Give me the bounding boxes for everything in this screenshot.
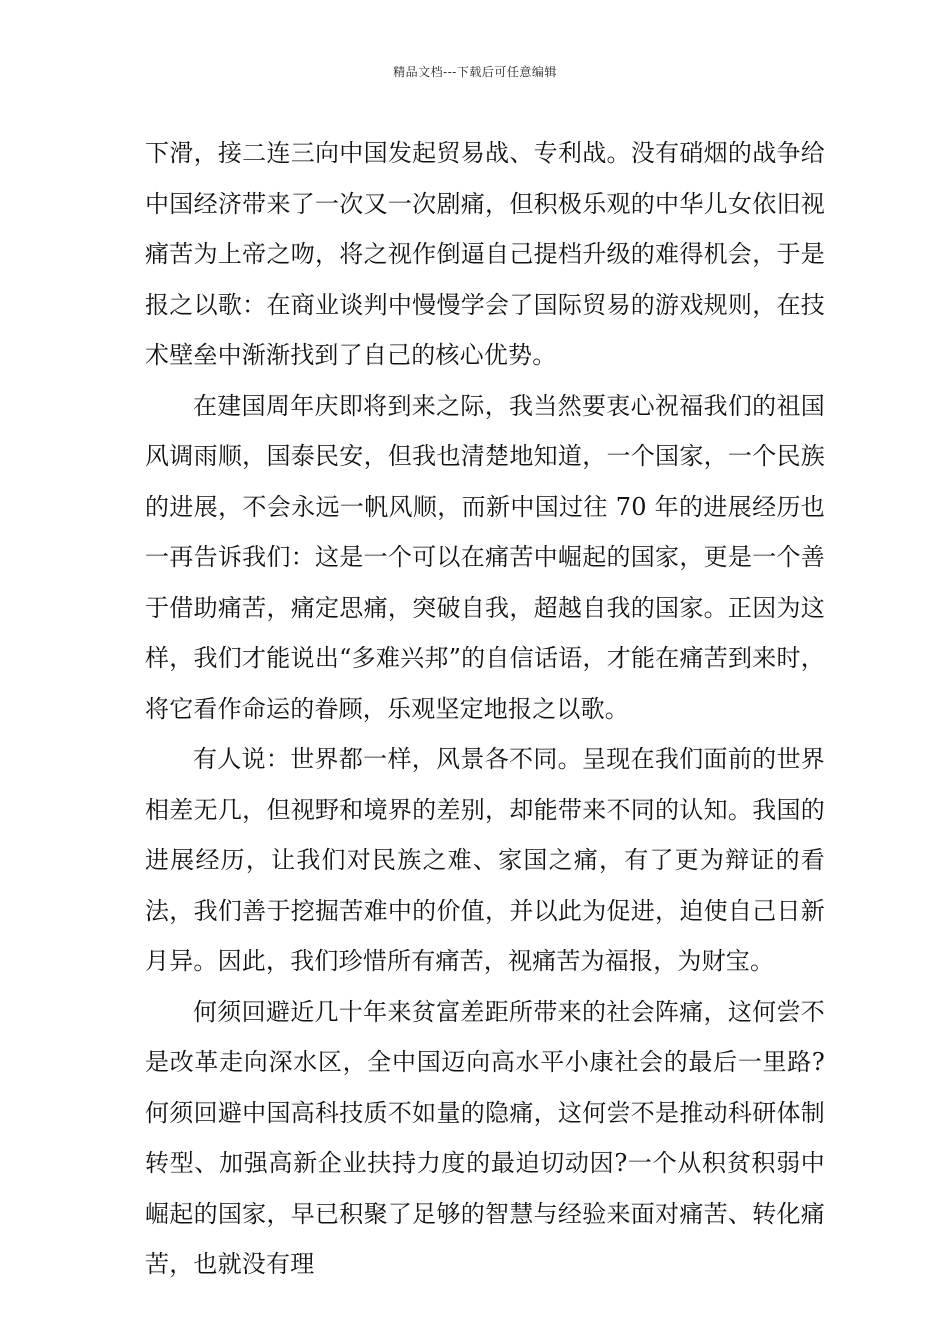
paragraph-2: 在建国周年庆即将到来之际，我当然要衷心祝福我们的祖国风调雨顺，国泰民安，但我也清楚地知道，一个国家，一个民族的进展，不会永远一帆风顺，而新中国过往 70 年的进展经历也一再告诉我们：这是一个可以在痛苦中崛起的国家，更是一个善于借助痛苦，痛定思痛，突破自我，超越自我的国家。正因为这样，我们才能说出“多难兴邦”的自信话语，才能在痛苦到来时，将它看作命运的眷顾，乐观坚定地报之以歌。 [145,391,825,723]
paragraph-1: 下滑，接二连三向中国发起贸易战、专利战。没有硝烟的战争给中国经济带来了一次又一次剧痛，但积极乐观的中华儿女依旧视痛苦为上帝之吻，将之视作倒逼自己提档升级的难得机会，于是报之以歌：在商业谈判中慢慢学会了国际贸易的游戏规则，在技术壁垒中渐渐找到了自己的核心优势。 [145,139,825,369]
paragraph-4: 何须回避近几十年来贫富差距所带来的社会阵痛，这何尝不是改革走向深水区，全中国迈向高水平小康社会的最后一里路?何须回避中国高科技质不如量的隐痛，这何尝不是推动科研体制转型、加强高新企业扶持力度的最迫切动因?一个从积贫积弱中崛起的国家，早已积聚了足够的智慧与经验来面对痛苦、转化痛苦，也就没有理 [145,997,825,1278]
page-header: 精品文档---下载后可任意编辑 [393,65,557,79]
document-body [145,128,825,1290]
paragraph-3: 有人说：世界都一样，风景各不同。呈现在我们面前的世界相差无几，但视野和境界的差别，却能带来不同的认知。我国的进展经历，让我们对民族之难、家国之痛，有了更为辩证的看法，我们善于挖掘苦难中的价值，并以此为促进，迫使自己日新月异。因此，我们珍惜所有痛苦，视痛苦为福报，为财宝。 [145,745,825,975]
